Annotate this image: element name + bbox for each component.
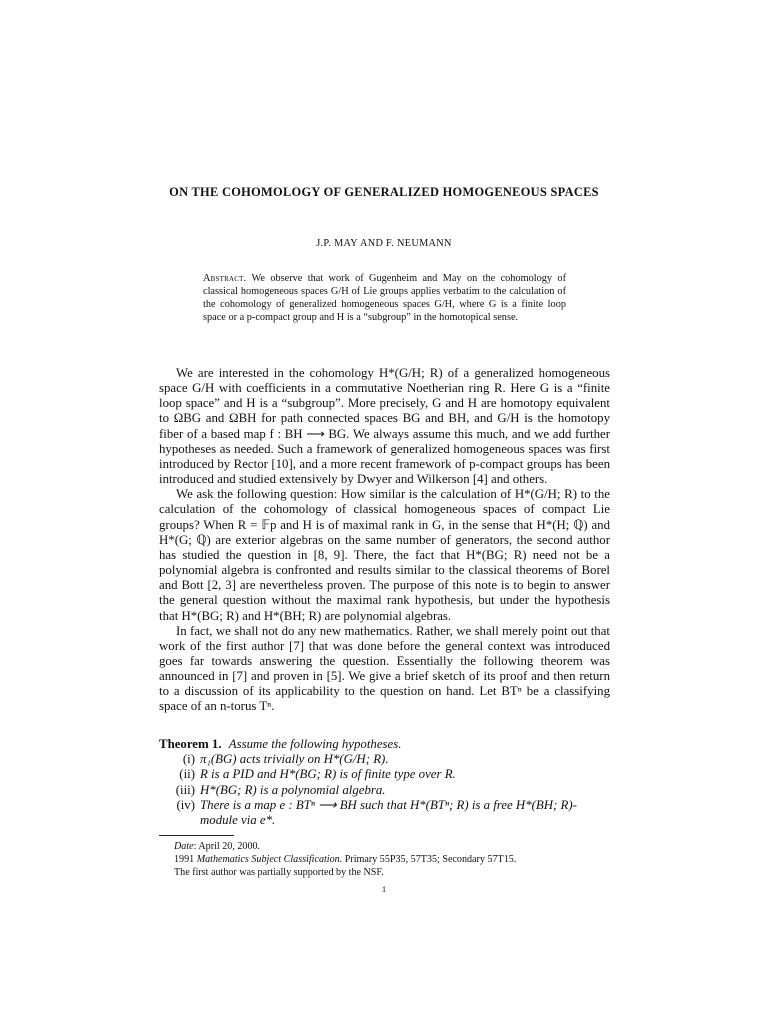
msc-year: 1991	[174, 854, 195, 866]
hypothesis-item	[159, 767, 610, 782]
footnotes	[174, 840, 610, 880]
msc-value: Primary 55P35, 57T35; Secondary 57T15.	[344, 854, 517, 866]
hypothesis-text: π₁(BG) acts trivially on H*(G/H; R).	[200, 752, 389, 767]
footnote-date	[174, 840, 610, 853]
abstract-label: Abstract.	[203, 273, 247, 284]
hypothesis-item	[159, 798, 610, 828]
theorem-head: Theorem 1.	[159, 737, 222, 751]
paper-title: ON THE COHOMOLOGY OF GENERALIZED HOMOGENEOUS SPACES	[169, 185, 599, 199]
body-text	[159, 366, 610, 715]
abstract-text: We observe that work of Gugenheim and May on the cohomology of classical homogeneous spaces G/H of Lie groups applies verbatim to the calculation of the cohomology of generalized homogeneous spaces G/H, where G is a finite loop space or a p-compact group and H is a “subgroup” in the homotopical sense.	[203, 273, 566, 324]
footnote-support: The first author was partially supported by the NSF.	[174, 867, 384, 879]
date-value: : April 20, 2000.	[193, 841, 261, 852]
abstract	[203, 272, 566, 324]
paragraph-3: In fact, we shall not do any new mathematics. Rather, we shall merely point out that work of the first author [7] that was done before the general context was introduced goes far towards answering the question. Essentially the following theorem was announced in [7] and proven in [5]. We give a brief sketch of its proof and then return to a discussion of its applicability to the question on hand. Let BTⁿ be a classifying space of an n-torus Tⁿ.	[159, 623, 610, 714]
hypothesis-label: (iv)	[176, 797, 195, 812]
hypothesis-text: There is a map e : BTⁿ ⟶ BH such that H*(BTⁿ; R) is a free H*(BH; R)-module via e*.	[200, 797, 577, 828]
paragraph-2: We ask the following question: How similar is the calculation of H*(G/H; R) to the calculation of the cohomology of classical homogeneous spaces of compact Lie groups? When R = 𝔽p and H is of maximal rank in G, in the sense that H*(H; ℚ) and H*(G; ℚ) are exterior algebras on the same number of generators, the second author has studied the question in [8, 9]. There, the fact that H*(BG; R) need not be a polynomial algebra is confronted and results similar to the classical theorems of Borel and Bott [2, 3] are nevertheless proven. The purpose of this note is to begin to answer the general question without the maximal rank hypothesis, but under the hypothesis that H*(BG; R) and H*(BH; R) are polynomial algebras.	[159, 487, 610, 623]
footnote-rule	[159, 835, 234, 836]
hypothesis-text: H*(BG; R) is a polynomial algebra.	[200, 782, 386, 797]
hypothesis-label: (ii)	[179, 767, 195, 782]
paragraph-1: We are interested in the cohomology H*(G/H; R) of a generalized homogeneous space G/H with coefficients in a commutative Noetherian ring R. Here G is a “finite loop space” and H is a “subgroup”. More precisely, G and H are homotopy equivalent to ΩBG and ΩBH for path connected spaces BG and BH, and G/H is the homotopy fiber of a based map f : BH ⟶ BG. We always assume this much, and we add further hypotheses as needed. Such a framework of generalized homogeneous spaces was first introduced by Rector [10], and a more recent framework of p-compact groups has been introduced and studied extensively by Dwyer and Wilkerson [4] and others.	[159, 366, 610, 487]
hypothesis-list	[159, 752, 610, 828]
theorem-statement: Assume the following hypotheses.	[228, 737, 402, 751]
hypothesis-item	[159, 752, 610, 767]
hypothesis-label: (iii)	[175, 782, 195, 797]
date-label: Date	[174, 841, 194, 852]
hypothesis-text: R is a PID and H*(BG; R) is of finite type over R.	[200, 767, 456, 782]
paper-authors: J.P. MAY AND F. NEUMANN	[316, 238, 452, 249]
hypothesis-item	[159, 783, 610, 798]
hypothesis-label: (i)	[182, 752, 195, 767]
page-number: 1	[381, 884, 387, 894]
msc-label: Mathematics Subject Classification.	[196, 854, 343, 866]
theorem-1	[159, 737, 610, 828]
footnote-msc	[174, 853, 610, 866]
